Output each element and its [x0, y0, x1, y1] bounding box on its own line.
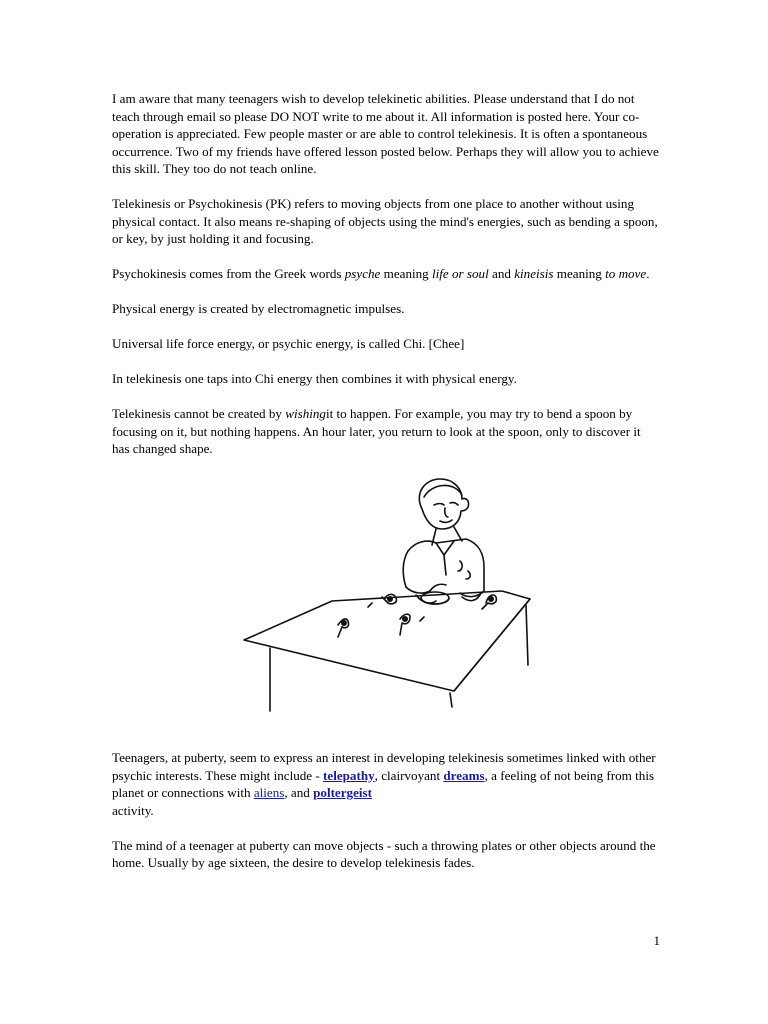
text-fragment: and: [488, 266, 515, 281]
paragraph-teenagers: [112, 749, 660, 819]
italic-kineisis: kineisis: [514, 266, 554, 281]
spoon-bending-illustration: [240, 475, 540, 713]
document-body: [112, 90, 660, 889]
paragraph-etymology: [112, 265, 660, 283]
text-fragment: it to happen. For example, you may try to bend a spoon by focusing on it, but nothing happens. An hour later, you return to look at the spoon, only to discover it has changed shape.: [112, 406, 641, 456]
link-poltergeist[interactable]: poltergeist: [313, 785, 373, 800]
paragraph-puberty: The mind of a teenager at puberty can move objects - such a throwing plates or other objects around the home. Usually by age sixteen, the desire to develop telekinesis fades.: [112, 837, 656, 870]
italic-to-move: to move: [605, 266, 647, 281]
text-fragment: Teenagers, at puberty, seem to express an interest in developing telekinesis sometimes linked with other psychic interests. These might include -: [112, 750, 656, 783]
paragraph-definition: Telekinesis or Psychokinesis (PK) refers to moving objects from one place to another without using physical contact. It also means re-shaping of objects using the mind's energies, such as bending a spoon, or key, by just holding it and focusing.: [112, 196, 658, 246]
paragraph-taps-chi: In telekinesis one taps into Chi energy then combines it with physical energy.: [112, 371, 517, 386]
text-fragment: meaning: [553, 266, 606, 281]
link-dreams[interactable]: dreams: [443, 767, 485, 783]
text-fragment: meaning: [380, 266, 432, 281]
text-fragment: , a feeling of not being from this planet or connections with: [112, 767, 655, 800]
page-number: 1: [653, 933, 660, 948]
paragraph-physical-energy: Physical energy is created by electromagnetic impulses.: [112, 301, 405, 316]
link-aliens[interactable]: aliens: [253, 785, 285, 800]
text-fragment: Psychokinesis comes from the Greek words: [112, 266, 345, 281]
italic-wishing: wishing: [285, 406, 326, 421]
text-fragment: , clairvoyant: [374, 767, 444, 783]
paragraph-wishing: [112, 405, 660, 458]
italic-psyche: psyche: [344, 266, 381, 281]
text-fragment: , and: [284, 785, 314, 800]
text-fragment: .: [646, 266, 650, 281]
paragraph-chi: Universal life force energy, or psychic energy, is called Chi. [Chee]: [112, 336, 465, 351]
link-telepathy[interactable]: telepathy: [323, 767, 375, 783]
text-fragment: Telekinesis cannot be created by: [112, 406, 286, 421]
italic-life-or-soul: life or soul: [432, 266, 489, 281]
text-fragment: activity.: [112, 802, 154, 818]
paragraph-intro: I am aware that many teenagers wish to develop telekinetic abilities. Please understand that I do not teach through email so please DO NOT write to me about it. All information is posted here. Your co-operation is appreciated. Few people master or are able to control telekinesis. It is often a spontaneous occurrence. Two of my friends have offered lesson posted below. Perhaps they will allow you to achieve this skill. They too do not teach online.: [112, 91, 659, 176]
